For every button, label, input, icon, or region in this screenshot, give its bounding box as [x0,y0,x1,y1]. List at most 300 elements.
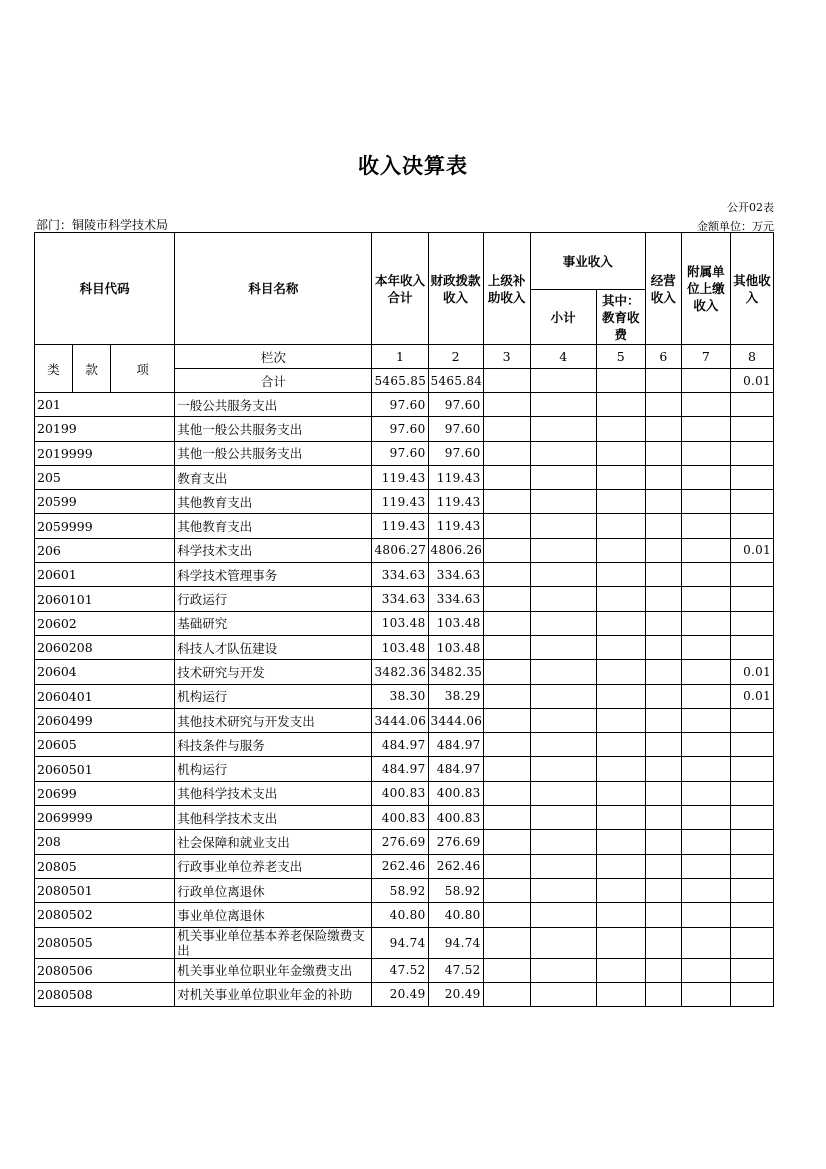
total-row-empty [483,369,530,393]
column-number: 1 [372,345,428,369]
row-total: 40.80 [372,903,428,927]
table-row [35,490,774,514]
row-other: 0.01 [730,538,773,562]
row-business-subtotal [530,587,596,611]
row-superior [483,927,530,958]
row-code: 2080506 [35,958,175,982]
row-operating [645,538,681,562]
row-fiscal: 262.46 [428,854,483,878]
row-name: 一般公共服务支出 [175,393,372,417]
row-other [730,441,773,465]
row-other [730,958,773,982]
total-row-empty [596,369,645,393]
row-edu-fee [596,806,645,830]
row-name: 机构运行 [175,757,372,781]
row-edu-fee [596,417,645,441]
row-fiscal: 20.49 [428,982,483,1006]
row-operating [645,854,681,878]
column-label: 栏次 [175,345,372,369]
row-code: 20599 [35,490,175,514]
row-superior [483,587,530,611]
row-edu-fee [596,393,645,417]
row-superior [483,806,530,830]
row-code: 2080502 [35,903,175,927]
row-business-subtotal [530,684,596,708]
header-code: 科目代码 [35,233,175,345]
row-operating [645,465,681,489]
row-code: 2060501 [35,757,175,781]
row-affiliated [681,854,730,878]
header-operating: 经营收入 [645,233,681,345]
table-row [35,806,774,830]
total-row-label: 合计 [175,369,372,393]
header-name: 科目名称 [175,233,372,345]
row-total: 484.97 [372,757,428,781]
row-code: 20601 [35,563,175,587]
row-total: 103.48 [372,635,428,659]
row-fiscal: 484.97 [428,757,483,781]
row-operating [645,514,681,538]
row-edu-fee [596,563,645,587]
row-other [730,708,773,732]
row-fiscal: 38.29 [428,684,483,708]
row-total: 97.60 [372,441,428,465]
form-number: 公开02表 [727,201,774,214]
row-edu-fee [596,878,645,902]
row-affiliated [681,982,730,1006]
table-row [35,982,774,1006]
row-name: 科技人才队伍建设 [175,635,372,659]
row-superior [483,708,530,732]
row-superior [483,563,530,587]
row-code: 2060101 [35,587,175,611]
row-superior [483,417,530,441]
row-fiscal: 334.63 [428,587,483,611]
row-affiliated [681,611,730,635]
row-edu-fee [596,587,645,611]
row-other [730,733,773,757]
row-total: 20.49 [372,982,428,1006]
row-name: 其他一般公共服务支出 [175,417,372,441]
row-operating [645,757,681,781]
table-row [35,708,774,732]
row-fiscal: 94.74 [428,927,483,958]
row-total: 3444.06 [372,708,428,732]
row-affiliated [681,958,730,982]
table-row [35,660,774,684]
row-fiscal: 334.63 [428,563,483,587]
row-affiliated [681,393,730,417]
row-edu-fee [596,684,645,708]
row-operating [645,611,681,635]
row-edu-fee [596,441,645,465]
row-business-subtotal [530,514,596,538]
table-row [35,958,774,982]
row-superior [483,611,530,635]
table-row [35,903,774,927]
row-fiscal: 484.97 [428,733,483,757]
row-operating [645,393,681,417]
row-affiliated [681,903,730,927]
row-superior [483,958,530,982]
row-fiscal: 119.43 [428,465,483,489]
row-other [730,393,773,417]
row-operating [645,982,681,1006]
row-superior [483,441,530,465]
row-affiliated [681,441,730,465]
row-business-subtotal [530,441,596,465]
row-fiscal: 103.48 [428,635,483,659]
table-row [35,611,774,635]
row-business-subtotal [530,982,596,1006]
row-edu-fee [596,708,645,732]
row-fiscal: 97.60 [428,441,483,465]
table-row [35,830,774,854]
row-superior [483,538,530,562]
total-row-empty [645,369,681,393]
row-affiliated [681,757,730,781]
total-row-fiscal: 5465.84 [428,369,483,393]
row-name: 行政运行 [175,587,372,611]
row-name: 其他科学技术支出 [175,781,372,805]
row-other [730,563,773,587]
row-name: 行政单位离退休 [175,878,372,902]
row-business-subtotal [530,903,596,927]
row-total: 119.43 [372,490,428,514]
row-name: 行政事业单位养老支出 [175,854,372,878]
row-affiliated [681,514,730,538]
row-operating [645,417,681,441]
income-table [34,232,774,1007]
row-code: 2080508 [35,982,175,1006]
row-business-subtotal [530,878,596,902]
table-row [35,441,774,465]
column-number: 6 [645,345,681,369]
row-total: 276.69 [372,830,428,854]
row-fiscal: 103.48 [428,611,483,635]
row-name: 机构运行 [175,684,372,708]
row-superior [483,781,530,805]
row-fiscal: 4806.26 [428,538,483,562]
row-other [730,830,773,854]
row-name: 基础研究 [175,611,372,635]
row-superior [483,660,530,684]
row-code: 2019999 [35,441,175,465]
row-business-subtotal [530,465,596,489]
row-total: 97.60 [372,417,428,441]
header-edu-fee: 其中：教育收费 [596,290,645,345]
row-affiliated [681,563,730,587]
row-affiliated [681,660,730,684]
header-xiang: 项 [111,345,175,393]
row-total: 334.63 [372,587,428,611]
row-other [730,927,773,958]
row-code: 20699 [35,781,175,805]
row-fiscal: 58.92 [428,878,483,902]
row-affiliated [681,465,730,489]
row-operating [645,587,681,611]
row-code: 2059999 [35,514,175,538]
table-row [35,417,774,441]
table-row [35,854,774,878]
row-edu-fee [596,982,645,1006]
row-fiscal: 97.60 [428,417,483,441]
row-business-subtotal [530,611,596,635]
total-row-total: 5465.85 [372,369,428,393]
row-other [730,806,773,830]
row-affiliated [681,878,730,902]
row-other [730,878,773,902]
row-edu-fee [596,903,645,927]
row-edu-fee [596,538,645,562]
row-other [730,757,773,781]
row-business-subtotal [530,660,596,684]
row-business-subtotal [530,490,596,514]
row-other [730,982,773,1006]
column-number: 5 [596,345,645,369]
total-row-empty [530,369,596,393]
row-total: 58.92 [372,878,428,902]
row-edu-fee [596,854,645,878]
row-affiliated [681,417,730,441]
row-superior [483,830,530,854]
row-business-subtotal [530,927,596,958]
row-total: 94.74 [372,927,428,958]
header-subtotal: 小计 [530,290,596,345]
row-affiliated [681,781,730,805]
row-business-subtotal [530,733,596,757]
row-code: 2060208 [35,635,175,659]
row-edu-fee [596,733,645,757]
row-affiliated [681,538,730,562]
row-name: 教育支出 [175,465,372,489]
row-edu-fee [596,757,645,781]
row-total: 334.63 [372,563,428,587]
row-total: 38.30 [372,684,428,708]
row-business-subtotal [530,563,596,587]
table-row [35,538,774,562]
row-affiliated [681,708,730,732]
row-business-subtotal [530,538,596,562]
row-superior [483,635,530,659]
row-total: 4806.27 [372,538,428,562]
row-other [730,903,773,927]
row-operating [645,708,681,732]
row-other [730,490,773,514]
header-lei: 类 [35,345,73,393]
row-name: 对机关事业单位职业年金的补助 [175,982,372,1006]
row-operating [645,878,681,902]
row-business-subtotal [530,958,596,982]
row-affiliated [681,635,730,659]
column-number: 8 [730,345,773,369]
row-affiliated [681,587,730,611]
row-operating [645,441,681,465]
table-row [35,927,774,958]
row-edu-fee [596,465,645,489]
row-code: 208 [35,830,175,854]
row-other [730,514,773,538]
row-fiscal: 400.83 [428,781,483,805]
row-name: 其他教育支出 [175,490,372,514]
row-affiliated [681,927,730,958]
table-row [35,878,774,902]
row-affiliated [681,733,730,757]
row-other [730,854,773,878]
row-operating [645,927,681,958]
row-affiliated [681,806,730,830]
row-total: 400.83 [372,781,428,805]
row-operating [645,781,681,805]
row-name: 其他教育支出 [175,514,372,538]
row-operating [645,958,681,982]
table-row [35,514,774,538]
row-edu-fee [596,635,645,659]
row-superior [483,465,530,489]
row-superior [483,733,530,757]
row-business-subtotal [530,417,596,441]
row-operating [645,660,681,684]
row-code: 2080505 [35,927,175,958]
row-name: 其他一般公共服务支出 [175,441,372,465]
table-row [35,393,774,417]
unit-label: 金额单位：万元 [697,220,774,233]
table-row [35,781,774,805]
row-superior [483,490,530,514]
row-fiscal: 400.83 [428,806,483,830]
row-affiliated [681,830,730,854]
column-number: 7 [681,345,730,369]
row-operating [645,563,681,587]
row-superior [483,854,530,878]
row-code: 2060401 [35,684,175,708]
row-code: 2069999 [35,806,175,830]
row-superior [483,514,530,538]
row-operating [645,830,681,854]
row-operating [645,806,681,830]
row-name: 机关事业单位基本养老保险缴费支出 [175,927,372,958]
row-name: 社会保障和就业支出 [175,830,372,854]
total-row-empty [681,369,730,393]
row-name: 技术研究与开发 [175,660,372,684]
row-edu-fee [596,490,645,514]
row-fiscal: 97.60 [428,393,483,417]
row-edu-fee [596,660,645,684]
row-operating [645,903,681,927]
row-code: 20605 [35,733,175,757]
page-title: 收入决算表 [358,154,468,178]
row-total: 262.46 [372,854,428,878]
table-row [35,733,774,757]
row-name: 科学技术支出 [175,538,372,562]
row-operating [645,733,681,757]
row-edu-fee [596,611,645,635]
table-row [35,757,774,781]
total-row-other: 0.01 [730,369,773,393]
row-code: 206 [35,538,175,562]
row-other: 0.01 [730,684,773,708]
row-fiscal: 40.80 [428,903,483,927]
row-name: 其他技术研究与开发支出 [175,708,372,732]
table-row [35,635,774,659]
row-fiscal: 276.69 [428,830,483,854]
row-business-subtotal [530,757,596,781]
row-business-subtotal [530,635,596,659]
row-affiliated [681,684,730,708]
table-row [35,587,774,611]
row-code: 205 [35,465,175,489]
row-other [730,781,773,805]
row-operating [645,490,681,514]
header-other: 其他收入 [730,233,773,345]
row-total: 400.83 [372,806,428,830]
row-superior [483,982,530,1006]
row-operating [645,684,681,708]
column-number: 3 [483,345,530,369]
row-code: 201 [35,393,175,417]
row-total: 103.48 [372,611,428,635]
header-fiscal: 财政拨款收入 [428,233,483,345]
row-business-subtotal [530,806,596,830]
row-other [730,611,773,635]
row-fiscal: 119.43 [428,514,483,538]
row-code: 2060499 [35,708,175,732]
row-affiliated [681,490,730,514]
header-business: 事业收入 [530,233,645,290]
row-edu-fee [596,958,645,982]
row-code: 20602 [35,611,175,635]
row-other [730,465,773,489]
row-fiscal: 119.43 [428,490,483,514]
row-business-subtotal [530,781,596,805]
row-name: 事业单位离退休 [175,903,372,927]
row-name: 科学技术管理事务 [175,563,372,587]
row-total: 97.60 [372,393,428,417]
table-row [35,684,774,708]
row-total: 119.43 [372,514,428,538]
table-row [35,563,774,587]
row-other [730,417,773,441]
row-superior [483,878,530,902]
row-operating [645,635,681,659]
row-business-subtotal [530,830,596,854]
row-edu-fee [596,830,645,854]
header-superior: 上级补助收入 [483,233,530,345]
row-total: 3482.36 [372,660,428,684]
row-edu-fee [596,927,645,958]
row-fiscal: 47.52 [428,958,483,982]
row-business-subtotal [530,708,596,732]
row-total: 484.97 [372,733,428,757]
row-other: 0.01 [730,660,773,684]
row-name: 其他科学技术支出 [175,806,372,830]
row-other [730,635,773,659]
department-label: 部门：铜陵市科学技术局 [36,218,169,232]
row-code: 20805 [35,854,175,878]
row-name: 科技条件与服务 [175,733,372,757]
row-edu-fee [596,781,645,805]
row-total: 119.43 [372,465,428,489]
row-code: 20604 [35,660,175,684]
row-business-subtotal [530,854,596,878]
row-name: 机关事业单位职业年金缴费支出 [175,958,372,982]
header-affiliated: 附属单位上缴收入 [681,233,730,345]
header-kuan: 款 [73,345,111,393]
row-fiscal: 3482.35 [428,660,483,684]
column-number: 2 [428,345,483,369]
row-code: 20199 [35,417,175,441]
row-business-subtotal [530,393,596,417]
